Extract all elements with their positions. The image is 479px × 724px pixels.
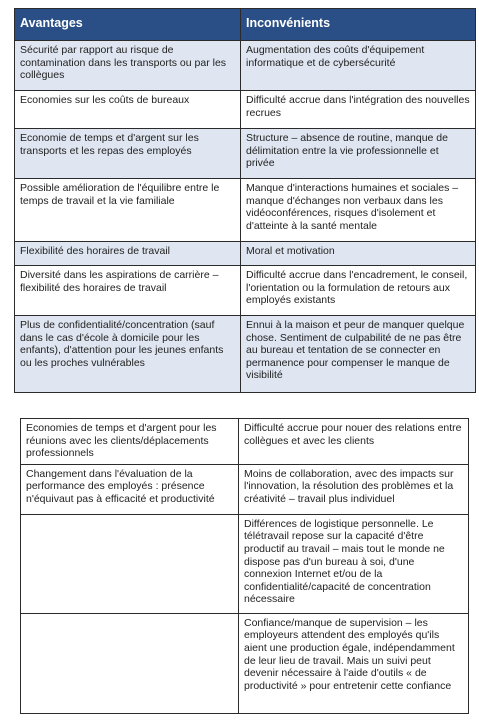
- advantage-cell: Economies sur les coûts de bureaux: [15, 91, 241, 129]
- table-row: [21, 464, 469, 514]
- header-advantages: Avantages: [15, 9, 241, 41]
- disadvantage-cell: Différences de logistique personnelle. Le télétravail repose sur la capacité d'être productif au travail – mais tout le monde ne dispose pas d'un bureau à soi, d'une connexion Internet et/ou de la confidentialité/capacité de concentration nécessaire: [239, 514, 469, 613]
- disadvantage-cell: Difficulté accrue pour nouer des relations entre collègues et avec les clients: [239, 419, 469, 465]
- table-row: [15, 41, 476, 91]
- advantages-disadvantages-table: [14, 8, 476, 393]
- advantage-cell: [21, 613, 239, 713]
- advantage-cell: Economies de temps et d'argent pour les réunions avec les clients/déplacements professionnels: [21, 419, 239, 465]
- disadvantage-cell: Manque d'interactions humaines et sociales – manque d'échanges non verbaux dans les vidéoconférences, risques d'isolement et d'atteinte à la santé mentale: [241, 179, 476, 242]
- disadvantage-cell: Moral et motivation: [241, 242, 476, 266]
- disadvantage-cell: Moins de collaboration, avec des impacts sur l'innovation, la résolution des problèmes et la créativité – travail plus individuel: [239, 464, 469, 514]
- disadvantage-cell: Ennui à la maison et peur de manquer quelque chose. Sentiment de culpabilité de ne pas être au bureau et tentation de se connecter en permanence pour compenser le manque de visibilité: [241, 316, 476, 393]
- advantage-cell: [21, 514, 239, 613]
- disadvantage-cell: Difficulté accrue dans l'encadrement, le conseil, l'orientation ou la formulation de retours aux employés existants: [241, 266, 476, 316]
- table-row: [21, 514, 469, 613]
- table-row: [15, 179, 476, 242]
- header-disadvantages: Inconvénients: [241, 9, 476, 41]
- table-row: [15, 129, 476, 179]
- disadvantage-cell: Augmentation des coûts d'équipement informatique et de cybersécurité: [241, 41, 476, 91]
- table-row: [21, 613, 469, 713]
- advantage-cell: Possible amélioration de l'équilibre entre le temps de travail et la vie familiale: [15, 179, 241, 242]
- advantage-cell: Flexibilité des horaires de travail: [15, 242, 241, 266]
- advantage-cell: Changement dans l'évaluation de la performance des employés : présence n'équivaut pas à efficacité et productivité: [21, 464, 239, 514]
- advantage-cell: Plus de confidentialité/concentration (sauf dans le cas d'école à domicile pour les enfants), d'attention pour les jeunes enfants ou les proches vulnérables: [15, 316, 241, 393]
- table-row: [15, 316, 476, 393]
- disadvantage-cell: Structure – absence de routine, manque de délimitation entre la vie professionnelle et privée: [241, 129, 476, 179]
- advantage-cell: Economie de temps et d'argent sur les transports et les repas des employés: [15, 129, 241, 179]
- continuation-table: [20, 418, 469, 714]
- disadvantage-cell: Difficulté accrue dans l'intégration des nouvelles recrues: [241, 91, 476, 129]
- header-row: [15, 9, 476, 41]
- table-row: [15, 266, 476, 316]
- table-row: [15, 242, 476, 266]
- disadvantage-cell: Confiance/manque de supervision – les employeurs attendent des employés qu'ils aient une production égale, indépendamment de leur lieu de travail. Mais un suivi peut devenir nécessaire à l'aide d'outils « de productivité » pour entretenir cette confiance: [239, 613, 469, 713]
- table-row: [21, 419, 469, 465]
- advantage-cell: Sécurité par rapport au risque de contamination dans les transports ou par les collègues: [15, 41, 241, 91]
- advantage-cell: Diversité dans les aspirations de carrière – flexibilité des horaires de travail: [15, 266, 241, 316]
- table-row: [15, 91, 476, 129]
